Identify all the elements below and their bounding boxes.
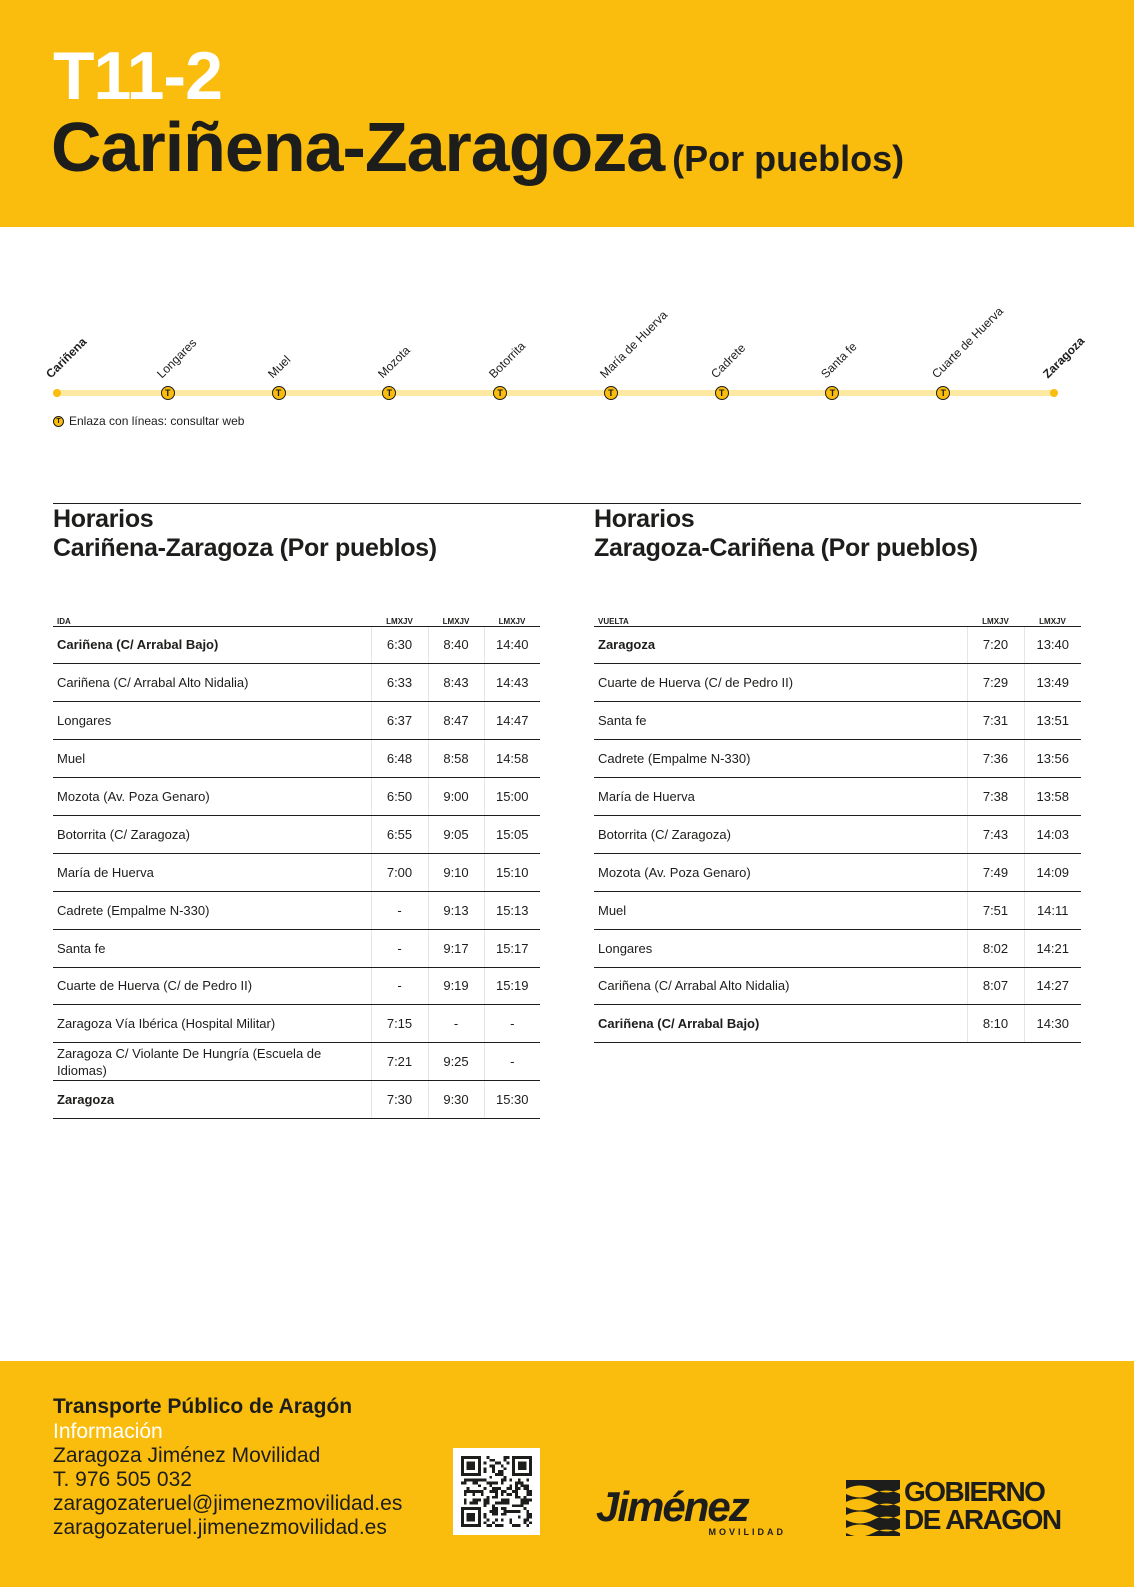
time-cell: 14:21 [1024, 929, 1081, 967]
time-cell: 14:11 [1024, 891, 1081, 929]
table-row [53, 815, 540, 853]
time-cell: 7:00 [371, 853, 428, 891]
legend-text: Enlaza con líneas: consultar web [69, 414, 245, 428]
time-cell: 15:00 [484, 778, 540, 816]
time-cell: 7:21 [371, 1043, 428, 1081]
jimenez-logo [596, 1483, 792, 1537]
gobierno-logo-line1: GOBIERNO [904, 1476, 1045, 1507]
terminal-dot [1050, 389, 1058, 397]
timetable-vuelta [594, 505, 1081, 1032]
time-cell: 6:55 [371, 815, 428, 853]
time-cell: 7:43 [967, 815, 1024, 853]
time-cell: - [484, 1005, 540, 1043]
footer-info-label: Información [53, 1420, 163, 1443]
terminal-dot [53, 389, 61, 397]
transfer-icon: T [604, 386, 618, 400]
stop-name-cell: María de Huerva [53, 853, 371, 891]
time-cell: 15:30 [484, 1081, 540, 1119]
stop-name-cell: Mozota (Av. Poza Genaro) [594, 853, 967, 891]
section-divider [53, 503, 1081, 504]
stop-label: María de Huerva [596, 307, 671, 381]
stop-label: Cuarte de Huerva [929, 304, 1007, 381]
table-row [594, 853, 1081, 891]
vuelta-subheading: Zaragoza-Cariñena (Por pueblos) [594, 534, 978, 562]
stop-label: Longares [153, 335, 200, 381]
time-cell: 9:10 [428, 853, 484, 891]
time-cell: 7:36 [967, 740, 1024, 778]
legend [53, 414, 244, 428]
stop-name-cell: Cadrete (Empalme N-330) [53, 891, 371, 929]
stop-name-cell: Muel [53, 740, 371, 778]
column-header-direction: VUELTA [594, 612, 967, 626]
time-cell: 7:15 [371, 1005, 428, 1043]
time-cell: 7:31 [967, 702, 1024, 740]
table-row [594, 891, 1081, 929]
time-cell: 8:40 [428, 626, 484, 664]
table-row [594, 1005, 1081, 1043]
footer-phone: T. 976 505 032 [53, 1468, 192, 1491]
footer-title: Transporte Público de Aragón [53, 1395, 353, 1418]
stop-name-cell: Zaragoza C/ Violante De Hungría (Escuela de Idiomas) [53, 1043, 371, 1081]
stop-name-cell: Mozota (Av. Poza Genaro) [53, 778, 371, 816]
time-cell: 15:05 [484, 815, 540, 853]
stop-name-cell: Zaragoza Vía Ibérica (Hospital Militar) [53, 1005, 371, 1043]
transfer-icon: T [382, 386, 396, 400]
transfer-icon: T [715, 386, 729, 400]
route-title [51, 108, 905, 186]
transfer-icon: T [825, 386, 839, 400]
time-cell: 15:17 [484, 929, 540, 967]
vuelta-heading: Horarios [594, 505, 695, 533]
time-cell: 9:00 [428, 778, 484, 816]
route-subtitle: (Por pueblos) [672, 138, 905, 179]
table-row [594, 664, 1081, 702]
stop-label: Mozota [375, 343, 414, 381]
table-row [53, 740, 540, 778]
time-cell: 9:05 [428, 815, 484, 853]
time-cell: 14:27 [1024, 967, 1081, 1005]
footer-band [0, 1361, 1134, 1587]
time-cell: - [371, 967, 428, 1005]
time-cell: 8:10 [967, 1005, 1024, 1043]
column-header-days: LMXJV [428, 612, 484, 626]
stop-name-cell: Botorrita (C/ Zaragoza) [53, 815, 371, 853]
table-row [53, 1005, 540, 1043]
header-band [0, 0, 1134, 227]
gobierno-aragon-logo [846, 1478, 1082, 1538]
footer-email[interactable]: zaragozateruel@jimenezmovilidad.es [53, 1492, 403, 1515]
table-header-row [594, 612, 1081, 626]
column-header-days: LMXJV [967, 612, 1024, 626]
stop-name-cell: Zaragoza [53, 1081, 371, 1119]
column-header-days: LMXJV [484, 612, 540, 626]
vuelta-table [594, 612, 1081, 1043]
transfer-icon: T [53, 416, 64, 427]
table-row [594, 702, 1081, 740]
timetable-ida [53, 505, 540, 1108]
time-cell: 13:40 [1024, 626, 1081, 664]
qr-code-icon [461, 1456, 532, 1527]
qr-code[interactable] [453, 1448, 540, 1535]
table-row [53, 778, 540, 816]
jimenez-logo-sub: MOVILIDAD [708, 1527, 786, 1537]
route-title-text: Cariñena-Zaragoza [51, 108, 665, 186]
time-cell: 14:09 [1024, 853, 1081, 891]
time-cell: - [484, 1043, 540, 1081]
column-header-direction: IDA [53, 612, 371, 626]
table-row [53, 1043, 540, 1081]
stop-label: Santa fe [818, 339, 861, 381]
time-cell: 6:48 [371, 740, 428, 778]
stop-name-cell: Zaragoza [594, 626, 967, 664]
stop-name-cell: Cuarte de Huerva (C/ de Pedro II) [594, 664, 967, 702]
jimenez-logo-text: Jiménez [596, 1483, 748, 1530]
table-row [53, 626, 540, 664]
table-row [53, 967, 540, 1005]
stop-name-cell: Cariñena (C/ Arrabal Alto Nidalia) [594, 967, 967, 1005]
stop-label: Cadrete [707, 340, 748, 381]
table-row [53, 702, 540, 740]
transfer-icon: T [161, 386, 175, 400]
line-diagram [0, 227, 1134, 457]
route-track [57, 390, 1054, 396]
route-code: T11-2 [53, 38, 222, 114]
time-cell: 6:30 [371, 626, 428, 664]
table-row [594, 626, 1081, 664]
time-cell: 14:43 [484, 664, 540, 702]
time-cell: 9:17 [428, 929, 484, 967]
time-cell: 14:03 [1024, 815, 1081, 853]
transfer-icon: T [272, 386, 286, 400]
stop-name-cell: Longares [594, 929, 967, 967]
time-cell: 9:25 [428, 1043, 484, 1081]
time-cell: 15:13 [484, 891, 540, 929]
time-cell: 7:51 [967, 891, 1024, 929]
time-cell: - [371, 929, 428, 967]
footer-web[interactable]: zaragozateruel.jimenezmovilidad.es [53, 1516, 387, 1539]
time-cell: 8:58 [428, 740, 484, 778]
time-cell: 6:33 [371, 664, 428, 702]
stop-name-cell: Cariñena (C/ Arrabal Bajo) [594, 1005, 967, 1043]
table-row [53, 891, 540, 929]
stop-name-cell: Muel [594, 891, 967, 929]
time-cell: 8:02 [967, 929, 1024, 967]
time-cell: 8:47 [428, 702, 484, 740]
gobierno-logo-line2: DE ARAGON [904, 1504, 1061, 1535]
stop-name-cell: Cariñena (C/ Arrabal Bajo) [53, 626, 371, 664]
gobierno-logo-text [904, 1478, 1061, 1534]
time-cell: 14:40 [484, 626, 540, 664]
time-cell: 7:29 [967, 664, 1024, 702]
stop-name-cell: Cariñena (C/ Arrabal Alto Nidalia) [53, 664, 371, 702]
transfer-icon: T [936, 386, 950, 400]
time-cell: 9:30 [428, 1081, 484, 1119]
table-row [594, 929, 1081, 967]
ida-subheading: Cariñena-Zaragoza (Por pueblos) [53, 534, 437, 562]
stop-name-cell: Santa fe [53, 929, 371, 967]
time-cell: 7:20 [967, 626, 1024, 664]
time-cell: 14:47 [484, 702, 540, 740]
stop-name-cell: Santa fe [594, 702, 967, 740]
time-cell: 14:58 [484, 740, 540, 778]
stop-name-cell: María de Huerva [594, 778, 967, 816]
time-cell: 7:38 [967, 778, 1024, 816]
time-cell: 6:50 [371, 778, 428, 816]
time-cell: 7:49 [967, 853, 1024, 891]
time-cell: 13:49 [1024, 664, 1081, 702]
time-cell: 13:51 [1024, 702, 1081, 740]
time-cell: 7:30 [371, 1081, 428, 1119]
time-cell: 14:30 [1024, 1005, 1081, 1043]
table-row [53, 1081, 540, 1119]
stop-label: Cariñena [43, 334, 90, 381]
table-row [53, 853, 540, 891]
ida-table [53, 612, 540, 1119]
stop-label: Zaragoza [1040, 333, 1088, 381]
time-cell: 6:37 [371, 702, 428, 740]
stop-name-cell: Botorrita (C/ Zaragoza) [594, 815, 967, 853]
time-cell: 9:13 [428, 891, 484, 929]
time-cell: - [371, 891, 428, 929]
aragon-emblem-icon [846, 1480, 900, 1536]
ida-heading: Horarios [53, 505, 154, 533]
time-cell: - [428, 1005, 484, 1043]
time-cell: 13:58 [1024, 778, 1081, 816]
table-row [594, 815, 1081, 853]
table-header-row [53, 612, 540, 626]
time-cell: 8:43 [428, 664, 484, 702]
table-row [53, 664, 540, 702]
transfer-icon: T [493, 386, 507, 400]
time-cell: 8:07 [967, 967, 1024, 1005]
column-header-days: LMXJV [371, 612, 428, 626]
stop-name-cell: Cadrete (Empalme N-330) [594, 740, 967, 778]
time-cell: 15:19 [484, 967, 540, 1005]
footer-company: Zaragoza Jiménez Movilidad [53, 1444, 321, 1467]
time-cell: 15:10 [484, 853, 540, 891]
stop-label: Muel [264, 352, 293, 381]
time-cell: 13:56 [1024, 740, 1081, 778]
stop-name-cell: Cuarte de Huerva (C/ de Pedro II) [53, 967, 371, 1005]
table-row [594, 778, 1081, 816]
table-row [594, 740, 1081, 778]
table-row [594, 967, 1081, 1005]
stop-label: Botorrita [486, 339, 529, 381]
column-header-days: LMXJV [1024, 612, 1081, 626]
time-cell: 9:19 [428, 967, 484, 1005]
stop-name-cell: Longares [53, 702, 371, 740]
table-row [53, 929, 540, 967]
